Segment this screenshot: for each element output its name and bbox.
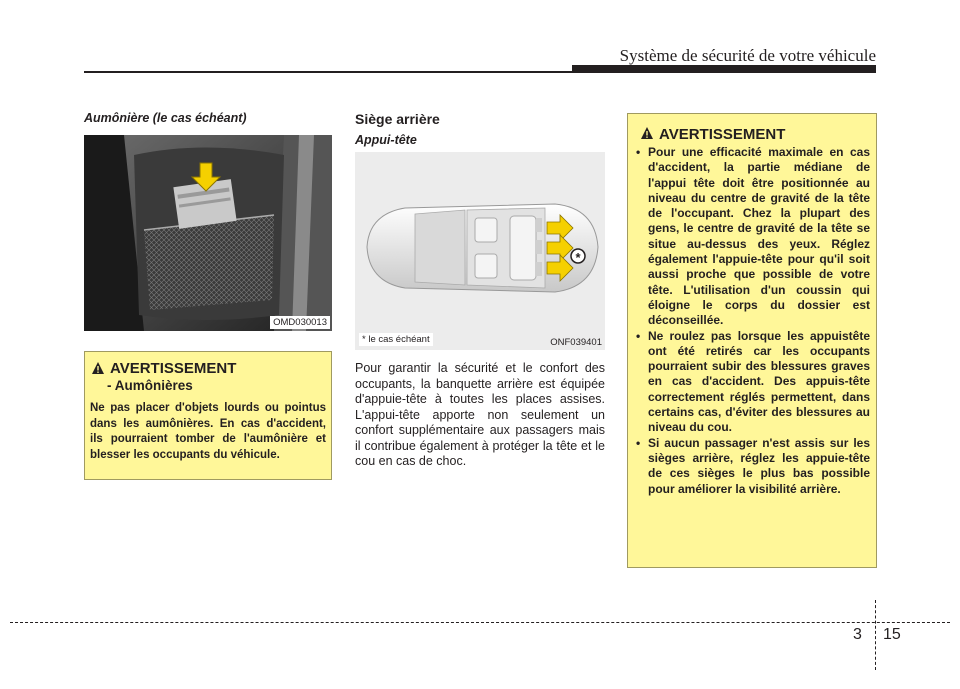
section-heading: Siège arrière (355, 111, 440, 127)
seatback-pocket-illustration (84, 135, 332, 331)
seatback-pocket-subtitle: Aumônière (le cas échéant) (84, 111, 247, 125)
photo-note: * le cas échéant (359, 333, 433, 346)
car-top-view-illustration (355, 152, 605, 350)
warning-list-item (634, 145, 870, 329)
warning-box-pocket (84, 351, 332, 480)
warning-body: Ne pas placer d'objets lourds ou pointus dans les aumônières. En cas d'accident, ils pourraient tomber de l'aumônière et blesser les occupants du véhicule. (90, 402, 326, 461)
bullet: • (636, 328, 641, 343)
warning-title: AVERTISSEMENT (659, 126, 786, 143)
section-subheading: Appui-tête (355, 133, 417, 147)
warning-subtitle (107, 378, 193, 393)
header-rule-thick (572, 65, 876, 72)
bullet: • (636, 145, 641, 159)
body-paragraph: Pour garantir la sécurité et le confort des occupants, la banquette arrière est équipée d'appuie-tête à toutes les places assises. L'appui-tête apporte non seulement un confort supplémentaire aux passagers mais il contribue également à protéger la tête et le cou en cas de choc. (355, 361, 605, 468)
footer-dashed-rule (10, 622, 950, 623)
warning-triangle-icon (91, 361, 105, 375)
photo-code: OMD030013 (270, 316, 330, 329)
warning-box-headrest (627, 113, 877, 568)
warning-list (634, 145, 870, 497)
bullet: • (636, 435, 641, 450)
photo-code: ONF039401 (550, 337, 602, 348)
warning-subtitle-dash: - (107, 378, 112, 393)
warning-list-item (634, 436, 870, 497)
warning-list-item (634, 329, 870, 436)
svg-text:*: * (575, 250, 581, 265)
warning-triangle-icon (640, 126, 654, 140)
running-header-title: Système de sécurité de votre véhicule (619, 46, 876, 65)
warning-item-text: Ne roulez pas lorsque les appuistête ont été retirés car les occupants pourraient subir des blessures graves en cas d'accident. Des appuis-tête correctement réglés permettent, dans certains cas, d'éviter des blessures au niveau du cou. (648, 328, 870, 435)
page-number: 15 (883, 626, 901, 643)
warning-item-text: Pour une efficacité maximale en cas d'accident, la partie médiane de l'appui tête doit être positionnée au niveau du centre de gravité de la tête de l'occupant. Chez la plupart des gens, le centre de gravité de la tête se situe au-dessus des yeux. Réglez également l'appuie-tête pour qu'il soit aussi proche que possible de votre tête. L'utilisation d'un coussin qui éloigne le corps du dossier est déconseillée. (648, 145, 870, 328)
seatback-pocket-photo (84, 135, 332, 331)
warning-title: AVERTISSEMENT (110, 360, 237, 377)
chapter-number: 3 (853, 626, 862, 643)
warning-subtitle-text: Aumônières (114, 378, 193, 393)
car-headrest-illustration (355, 152, 605, 350)
footer-page-divider (875, 600, 876, 670)
warning-item-text: Si aucun passager n'est assis sur les sièges arrière, réglez les appuie-tête de ces sièges le plus bas possible pour améliorer la visibilité arrière. (648, 435, 870, 496)
